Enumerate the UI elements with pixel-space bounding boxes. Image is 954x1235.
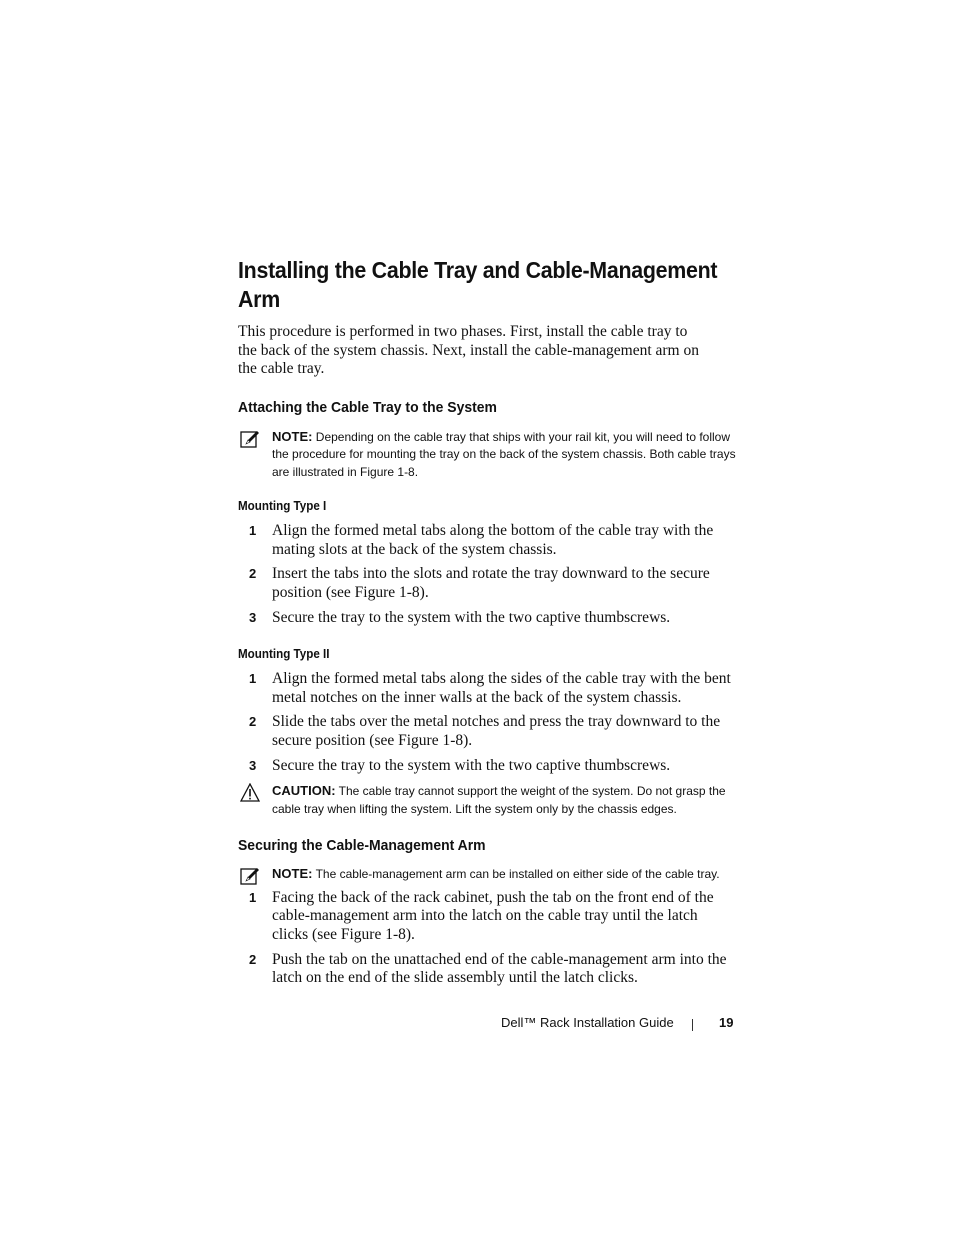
steps-list-type-2	[238, 670, 738, 775]
list-item: 3 Secure the tray to the system with the two captive thumbscrews.	[249, 608, 671, 626]
note-pencil-icon	[240, 866, 260, 886]
list-item: 3 Secure the tray to the system with the two captive thumbscrews.	[249, 756, 671, 774]
footer-separator	[692, 1019, 693, 1031]
list-item: 2 Slide the tabs over the metal notches and press the tray downward to the secure position (see Figure 1-8).	[249, 713, 721, 750]
caution-warning-icon	[240, 783, 260, 803]
caution-text: The cable tray cannot support the weight of the system. Do not grasp the cable tray when lifting the system. Lift the system only by the chassis edges.	[272, 784, 726, 816]
intro-paragraph: This procedure is performed in two phases. First, install the cable tray to the back of the system chassis. Next, install the cable-management arm on the cable tray.	[238, 323, 699, 378]
page-content	[238, 256, 738, 988]
subheading-mounting-type-1: Mounting Type I	[238, 499, 327, 514]
note-pencil-icon	[240, 429, 260, 449]
footer-guide-title: Dell™ Rack Installation Guide	[501, 1015, 674, 1030]
page-title: Installing the Cable Tray and Cable-Management Arm	[238, 257, 718, 312]
section-heading-securing: Securing the Cable-Management Arm	[238, 837, 486, 855]
section-heading-attaching: Attaching the Cable Tray to the System	[238, 398, 497, 416]
list-item: 2 Insert the tabs into the slots and rotate the tray downward to the secure position (see Figure 1-8).	[249, 565, 710, 602]
caution-box	[238, 782, 738, 818]
note-text: The cable-management arm can be installed on either side of the cable tray.	[315, 867, 720, 882]
list-item: 1 Facing the back of the rack cabinet, push the tab on the front end of the cable-management arm into the latch on the cable tray until the latch clicks (see Figure 1-8).	[249, 888, 714, 943]
page-number: 19	[719, 1015, 734, 1030]
list-item: 2 Push the tab on the unattached end of the cable-management arm into the latch on the end of the slide assembly until the latch clicks.	[249, 950, 727, 987]
steps-list-type-1	[238, 522, 738, 627]
subheading-mounting-type-2: Mounting Type II	[238, 647, 330, 662]
list-item: 1 Align the formed metal tabs along the bottom of the cable tray with the mating slots at the back of the system chassis.	[249, 522, 714, 558]
caution-label: CAUTION:	[272, 783, 336, 799]
note-box	[238, 428, 738, 482]
steps-list-cma	[238, 889, 738, 988]
note-label: NOTE:	[272, 428, 313, 444]
note-text: Depending on the cable tray that ships with your rail kit, you will need to follow the procedure for mounting the tray on the back of the system chassis. Both cable trays are illustrated in Figure 1-8.	[272, 429, 736, 479]
note-label: NOTE:	[272, 866, 313, 882]
list-item: 1 Align the formed metal tabs along the sides of the cable tray with the bent metal notches on the inner walls at the back of the system chassis.	[249, 670, 731, 706]
note-box-2	[238, 865, 738, 884]
